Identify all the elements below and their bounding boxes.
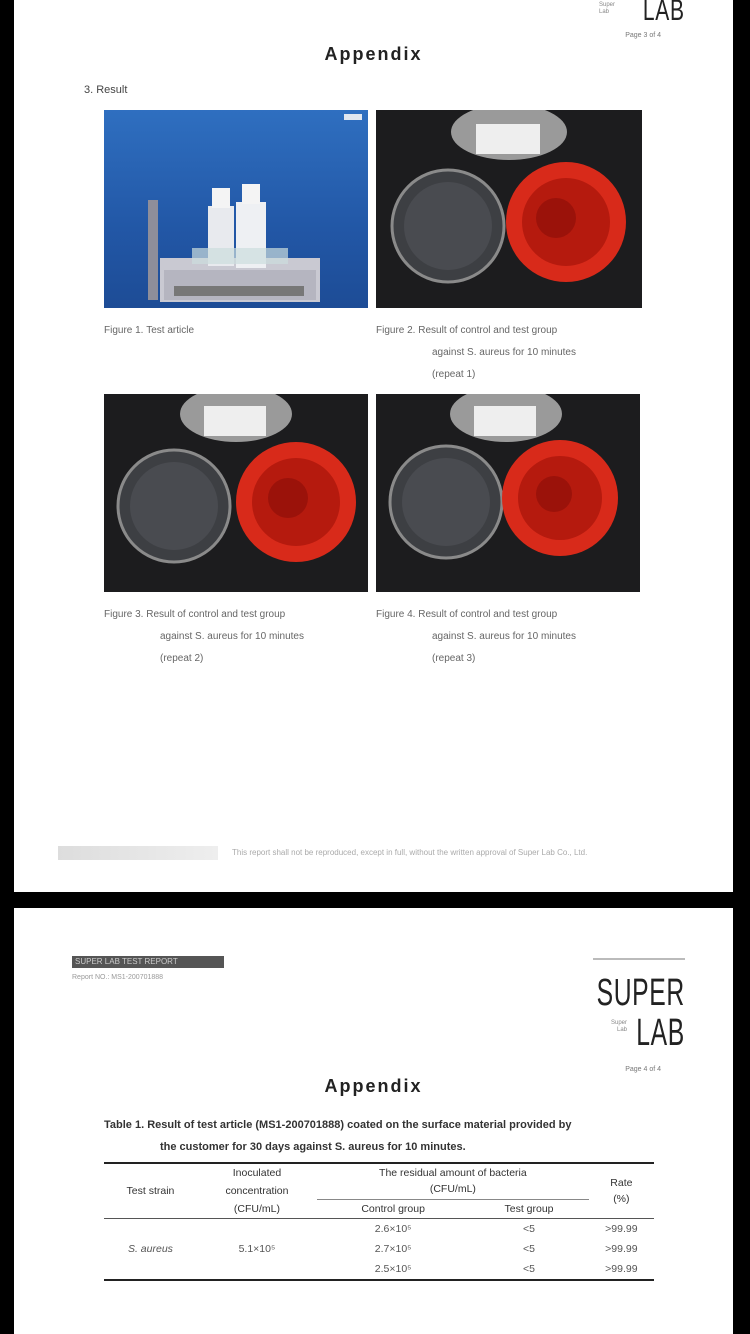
table-row xyxy=(104,1219,654,1240)
header-inoculated: Inoculated concentration (CFU/mL) xyxy=(197,1163,317,1219)
header-bar: SUPER LAB TEST REPORT xyxy=(72,956,224,968)
section-heading: 3. Result xyxy=(84,84,128,96)
report-page-4 xyxy=(14,908,733,1334)
report-page-3 xyxy=(14,0,733,892)
table-caption: Table 1. Result of test article (MS1-200701888) coated on the surface material provided by the customer for 30 days against S. aureus for 10 minutes. xyxy=(104,1119,572,1153)
page-number: Page 4 of 4 xyxy=(625,1066,661,1073)
inoculated-cell: 5.1×10⁵ xyxy=(197,1219,317,1281)
test-cell: <5 xyxy=(523,1223,535,1235)
test-cell: <5 xyxy=(523,1243,535,1255)
figure-4-photo xyxy=(376,394,640,592)
header-control-group: Control group xyxy=(317,1199,469,1218)
test-cell: <5 xyxy=(469,1259,588,1280)
figure-4-caption: Figure 4. Result of control and test group against S. aureus for 10 minutes (repeat 3) xyxy=(376,609,576,664)
header-residual: The residual amount of bacteria (CFU/mL) xyxy=(317,1163,589,1199)
figure-3-caption: Figure 3. Result of control and test group against S. aureus for 10 minutes (repeat 2) xyxy=(104,609,304,664)
control-cell: 2.5×10⁵ xyxy=(317,1259,469,1280)
rate-cell: >99.99 xyxy=(605,1243,638,1255)
page-title: Appendix xyxy=(324,44,423,64)
logo-small-text: Super Lab xyxy=(598,2,615,15)
superlab-logo: LAB xyxy=(643,0,685,27)
header-rate: Rate (%) xyxy=(589,1163,654,1219)
rate-cell: >99.99 xyxy=(589,1259,654,1280)
header-test-group: Test group xyxy=(469,1199,588,1218)
control-cell: 2.7×10⁵ xyxy=(374,1243,412,1255)
figure-2-caption: Figure 2. Result of control and test group against S. aureus for 10 minutes (repeat 1) xyxy=(376,325,576,380)
figure-1-photo xyxy=(104,110,368,308)
figure-2-photo xyxy=(376,110,642,308)
superlab-logo-super: SUPER xyxy=(596,972,685,1014)
control-cell: 2.6×10⁵ xyxy=(374,1223,412,1235)
report-number: Report NO.: MS1-200701888 xyxy=(72,974,164,981)
figure-1-caption: Figure 1. Test article xyxy=(104,325,195,336)
footer-stamp xyxy=(58,846,218,860)
logo-small-text: Super Lab xyxy=(610,1020,627,1033)
page-title: Appendix xyxy=(324,1076,423,1096)
footer-disclaimer: This report shall not be reproduced, except in full, without the written approval of Super Lab Co., Ltd. xyxy=(232,848,588,857)
logo-rule xyxy=(593,958,685,960)
figure-3-photo xyxy=(104,394,368,592)
results-table xyxy=(104,1162,654,1281)
strain-cell: S. aureus xyxy=(104,1219,197,1281)
superlab-logo-lab: LAB xyxy=(636,1012,685,1054)
header-test-strain: Test strain xyxy=(104,1163,197,1219)
page-number: Page 3 of 4 xyxy=(625,32,661,39)
rate-cell: >99.99 xyxy=(605,1223,638,1235)
